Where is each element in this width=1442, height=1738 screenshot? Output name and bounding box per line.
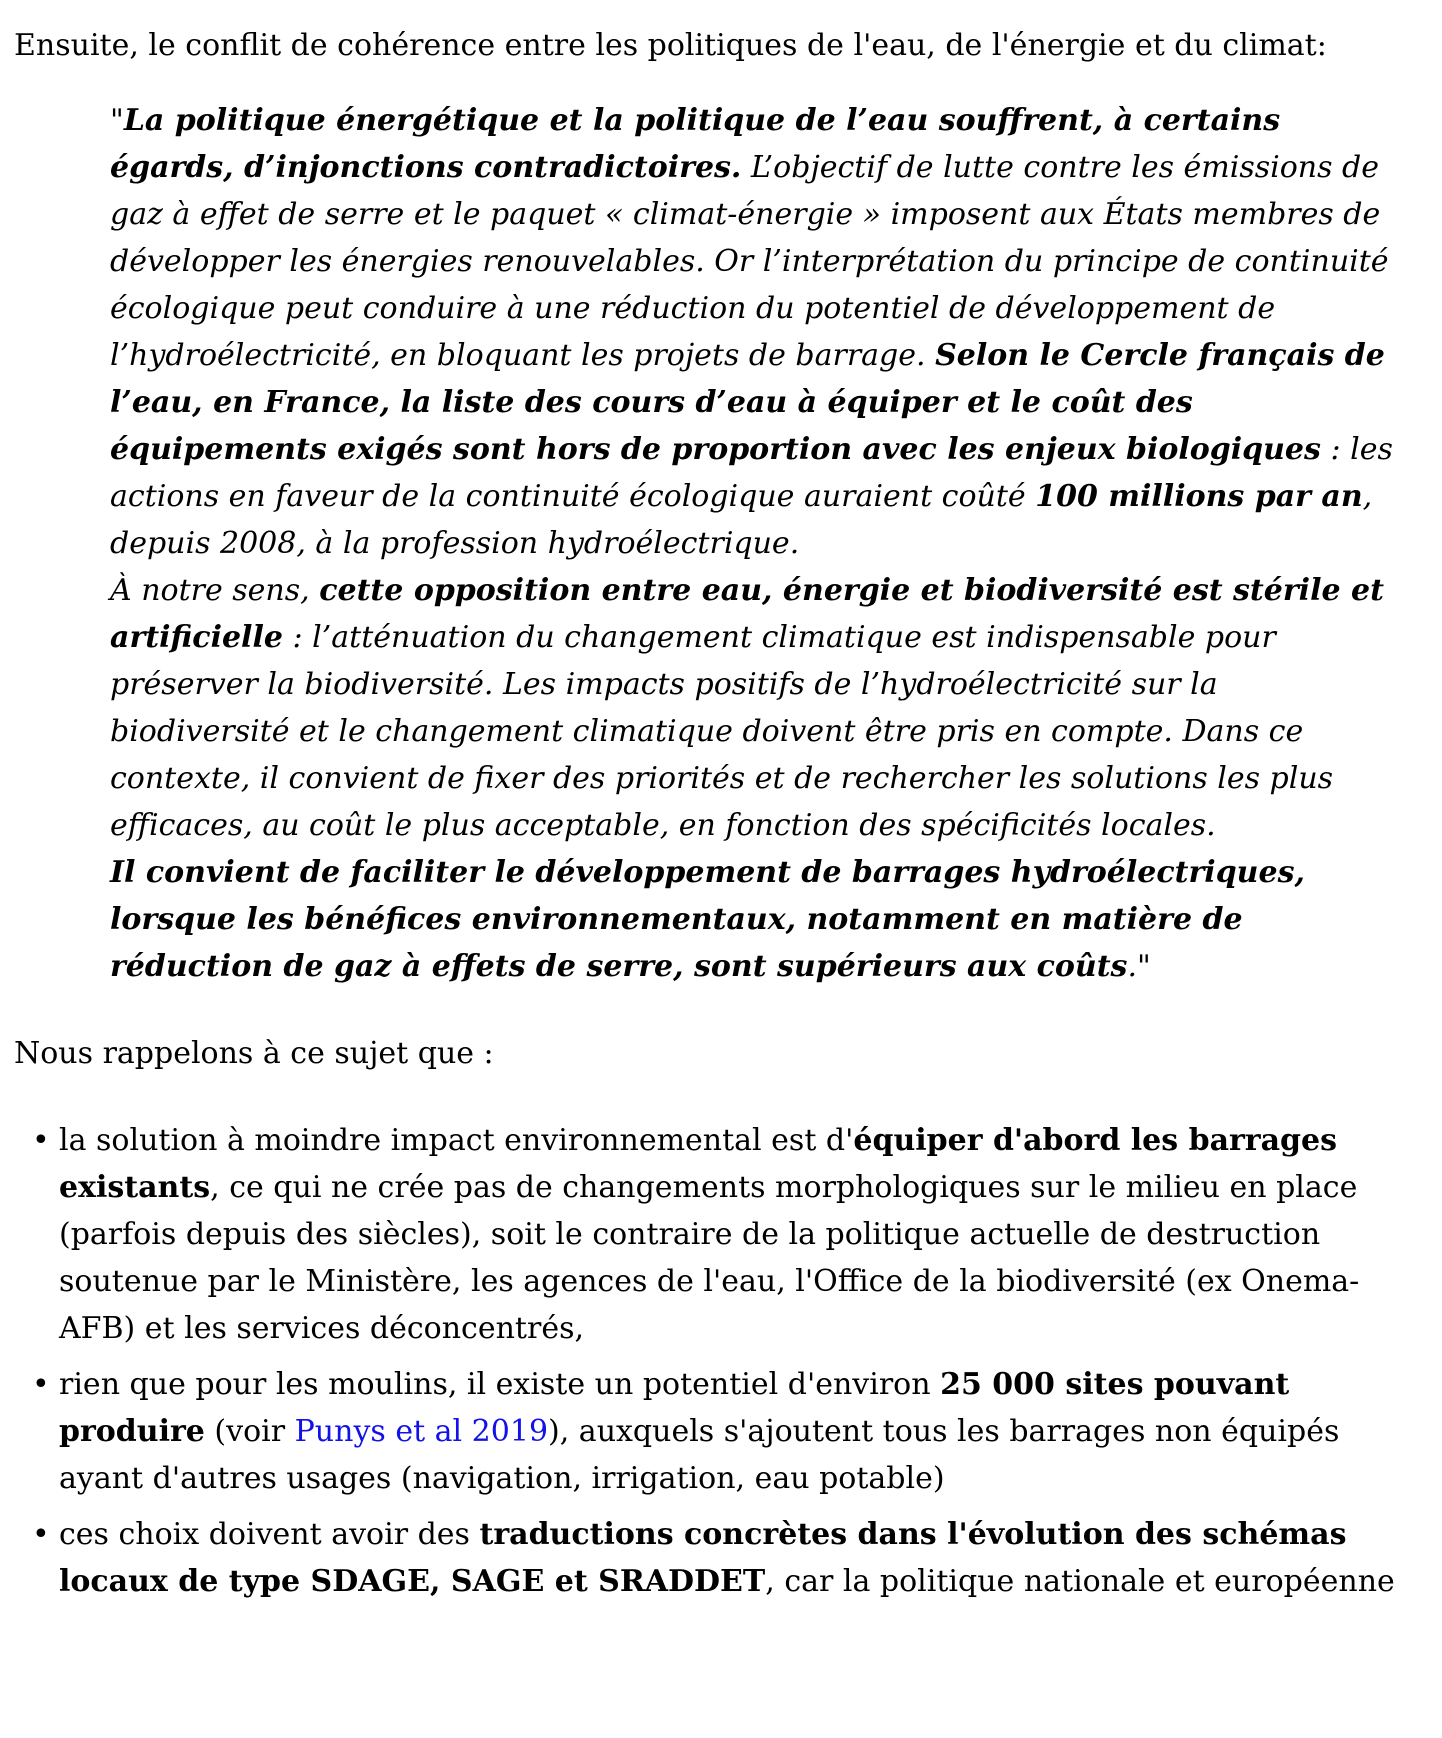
bullet-text: , ce qui ne crée pas de changements morphologiques sur le milieu en place (parfois depuis des siècles), soit le contraire de la politique actuelle de destruction soutenue par le Ministère, les agences de l'eau, l'Office de la biodiversité (ex Onema-AFB) et les services déconcentrés, [59, 1170, 1360, 1346]
quote-text: : l’atténuation du changement climatique est indispensable pour préserver la biodiversité. Les impacts positifs de l’hydroélectricité sur la biodiversité et le changement climatique doivent être pris en compte. Dans ce contexte, il convient de fixer des priorités et de rechercher les solutions les plus efficaces, au coût le plus acceptable, en fonction des spécificités locales. [110, 620, 1334, 843]
quote-bold-100-millions: 100 millions par an [1035, 479, 1363, 514]
close-quote: " [1136, 949, 1151, 984]
list-item-local-schemes [59, 1511, 1428, 1605]
intro-paragraph: Ensuite, le conflit de cohérence entre les politiques de l'eau, de l'énergie et du climat: [14, 28, 1327, 63]
quote-bold-faciliter: Il convient de faciliter le développement de barrages hydroélectriques, lorsque les bénéfices environnementaux, notamment en matière de réduction de gaz à effets de serre, sont supérieurs aux coûts [110, 855, 1305, 984]
quote-text: : les actions en faveur de la continuité écologique auraient coûté [110, 432, 1393, 514]
bullet-text: la solution à moindre impact environnemental est d' [59, 1123, 854, 1158]
bullet-bold-equiper: équiper d'abord les barrages existants [59, 1123, 1338, 1205]
bullet-text: ), auxquels s'ajoutent tous les barrages non équipés ayant d'autres usages (navigation, irrigation, eau potable) [59, 1414, 1340, 1496]
quote-block [110, 97, 1398, 990]
list-item-mills-potential [59, 1361, 1428, 1502]
recall-paragraph: Nous rappelons à ce sujet que : [14, 1036, 494, 1071]
bullet-text: rien que pour les moulins, il existe un potentiel d'environ [59, 1367, 941, 1402]
list-item-equip-existing-dams [59, 1117, 1428, 1352]
bullet-bold-25000-sites: 25 000 sites pouvant produire [59, 1367, 1290, 1449]
open-quote: " [110, 103, 124, 138]
quote-bold-opposition: cette opposition entre eau, énergie et biodiversité est stérile et artificielle [110, 573, 1384, 655]
quote-text: À notre sens, [110, 573, 320, 608]
bullet-bold-schemas: traductions concrètes dans l'évolution des schémas locaux de type SDAGE, SAGE et SRADDET [59, 1517, 1347, 1599]
bullet-text: ces choix doivent avoir des [59, 1517, 480, 1552]
bullet-text: (voir [204, 1414, 295, 1449]
bullet-text: , car la politique nationale et européenne [765, 1564, 1395, 1599]
quote-text: . [1127, 949, 1137, 984]
quote-bold-cercle: Selon le Cercle français de l’eau, en France, la liste des cours d’eau à équiper et le coût des équipements exigés sont hors de proportion avec les enjeux biologiques [110, 338, 1385, 467]
quote-text: L’objectif de lutte contre les émissions de gaz à effet de serre et le paquet « climat-énergie » imposent aux États membres de développer les énergies renouvelables. Or l’interprétation du principe de continuité écologique peut conduire à une réduction du potentiel de développement de l’hydroélectricité, en bloquant les projets de barrage. [110, 150, 1389, 373]
recall-list [14, 1117, 1428, 1605]
quote-text: , depuis 2008, à la profession hydroélectrique. [110, 479, 1373, 561]
punys-et-al-link[interactable]: Punys et al 2019 [294, 1414, 549, 1449]
quote-bold-lead: La politique énergétique et la politique de l’eau souffrent, à certains égards, d’injonctions contradictoires. [110, 103, 1281, 185]
